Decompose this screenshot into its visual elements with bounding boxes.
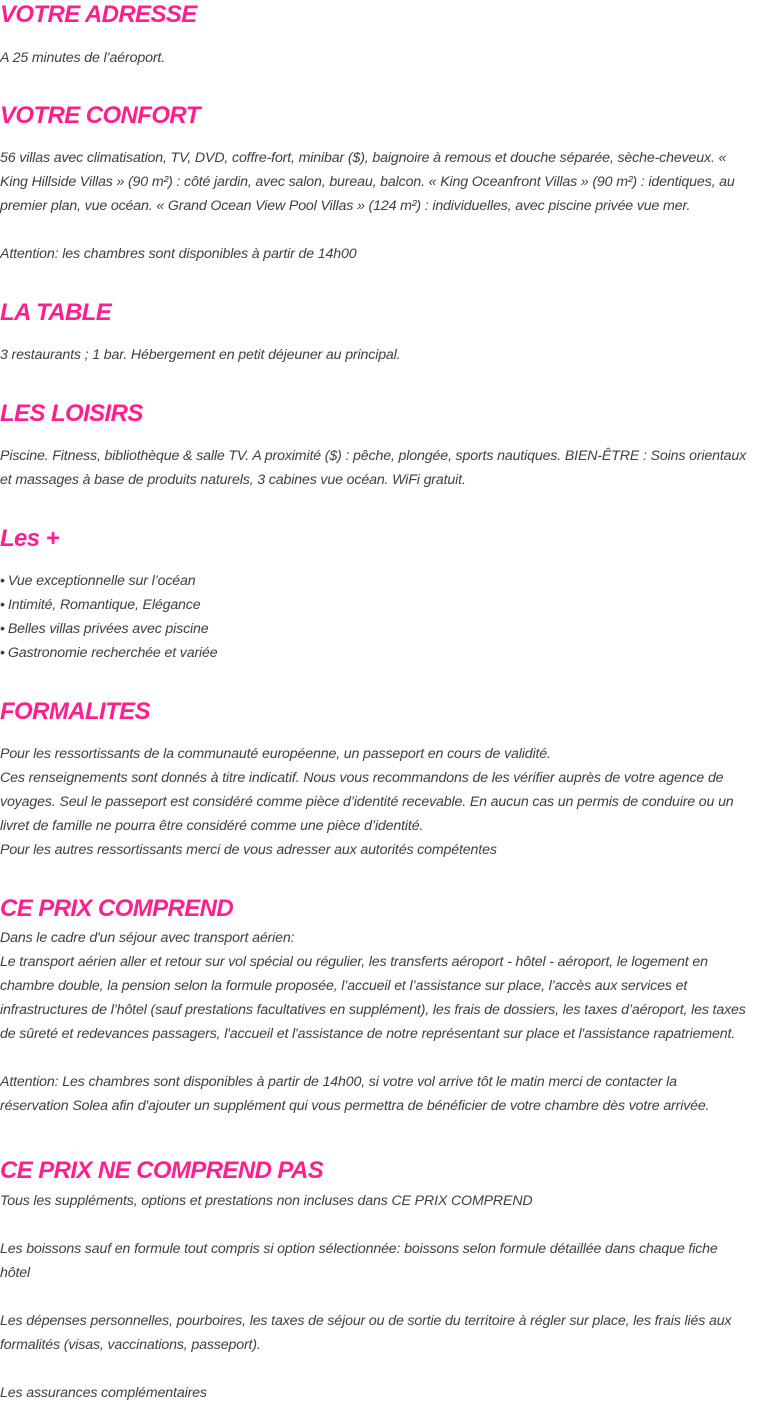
bullet-icon: • (0, 597, 5, 613)
list-item: • Intimité, Romantique, Elégance (0, 597, 201, 613)
comprend-line: de sûreté et redevances passagers, l'accueil et l'assistance de notre représentant sur place et l'assistance rapatriement. (0, 1026, 736, 1042)
exclusion-line: Les dépenses personnelles, pourboires, les taxes de séjour ou de sortie du territoire à régler sur place, les frais liés aux (0, 1313, 732, 1329)
confort-line: 56 villas avec climatisation, TV, DVD, coffre-fort, minibar ($), baignoire à remous et douche séparée, sèche-cheveux. « (0, 150, 727, 166)
formalites-line: voyages. Seul le passeport est considéré comme pièce d’identité recevable. En aucun cas un permis de conduire ou un (0, 794, 734, 810)
formalites-line: Pour les autres ressortissants merci de vous adresser aux autorités compétentes (0, 842, 497, 858)
section-title: LA TABLE (0, 299, 112, 326)
exclusion-text: Tous les suppléments, options et prestations non incluses dans CE PRIX COMPREND (0, 1193, 533, 1209)
confort-note: Attention: les chambres sont disponibles à partir de 14h00 (0, 246, 357, 262)
confort-line: premier plan, vue océan. « Grand Ocean View Pool Villas » (124 m²) : individuelles, avec piscine privée vue mer. (0, 198, 691, 214)
comprend-line: Le transport aérien aller et retour sur vol spécial ou régulier, les transferts aéroport - hôtel - aéroport, le logement en (0, 954, 708, 970)
bullet-icon: • (0, 573, 5, 589)
loisirs-line: et massages à base de produits naturels, 3 cabines vue océan. WiFi gratuit. (0, 472, 466, 488)
section-formalites (0, 697, 758, 862)
formalites-line: Pour les ressortissants de la communauté européenne, un passeport en cours de validité. (0, 746, 551, 762)
section-prix-ne-comprend-pas (0, 1156, 758, 1405)
comprend-line: infrastructures de l’hôtel (sauf prestations facultatives en supplément), les frais de dossiers, les taxes d’aéroport, les taxes (0, 1002, 746, 1018)
exclusion-line: formalités (visas, vaccinations, passeport). (0, 1337, 261, 1353)
comprend-note-line: Attention: Les chambres sont disponibles à partir de 14h00, si votre vol arrive tôt le matin merci de contacter la (0, 1074, 677, 1090)
highlights-list (0, 569, 758, 665)
section-title: CE PRIX NE COMPREND PAS (0, 1157, 324, 1184)
section-title: FORMALITES (0, 698, 150, 725)
exclusion-line: Les boissons sauf en formule tout compris si option sélectionnée: boissons selon formule détaillée dans chaque fiche (0, 1241, 718, 1257)
section-title: VOTRE ADRESSE (0, 1, 197, 28)
section-loisirs (0, 399, 758, 492)
section-title: CE PRIX COMPREND (0, 895, 234, 922)
exclusion-line: hôtel (0, 1265, 31, 1281)
list-item: • Gastronomie recherchée et variée (0, 645, 218, 661)
formalites-line: livret de famille ne pourra être considéré comme une pièce d’identité. (0, 818, 424, 834)
comprend-note-line: réservation Solea afin d'ajouter un supplément qui vous permettra de bénéficier de votre chambre dès votre arrivée. (0, 1098, 710, 1114)
section-prix-comprend (0, 894, 758, 1118)
section-title: VOTRE CONFORT (0, 102, 200, 129)
exclusion-text: Les assurances complémentaires (0, 1385, 207, 1401)
section-adresse (0, 0, 758, 70)
list-item: • Vue exceptionnelle sur l’océan (0, 573, 196, 589)
formalites-line: Ces renseignements sont donnés à titre indicatif. Nous vous recommandons de les vérifier auprès de votre agence de (0, 770, 724, 786)
bullet-icon: • (0, 645, 5, 661)
comprend-line: chambre double, la pension selon la formule proposée, l’accueil et l’assistance sur place, l’accès aux services et (0, 978, 688, 994)
address-text: A 25 minutes de l’aéroport. (0, 50, 165, 66)
confort-line: King Hillside Villas » (90 m²) : côté jardin, avec salon, bureau, balcon. « King Oceanfront Villas » (90 m²) : identiques, au (0, 174, 735, 190)
section-title: Les + (0, 525, 60, 552)
table-text: 3 restaurants ; 1 bar. Hébergement en petit déjeuner au principal. (0, 347, 401, 363)
bullet-icon: • (0, 621, 5, 637)
section-title: LES LOISIRS (0, 400, 143, 427)
section-plus (0, 524, 758, 665)
section-confort (0, 101, 758, 266)
loisirs-line: Piscine. Fitness, bibliothèque & salle TV. A proximité ($) : pêche, plongée, sports nautiques. BIEN-ÊTRE : Soins orientaux (0, 448, 747, 464)
comprend-line: Dans le cadre d'un séjour avec transport aérien: (0, 930, 295, 946)
section-table (0, 298, 758, 367)
list-item: • Belles villas privées avec piscine (0, 621, 209, 637)
